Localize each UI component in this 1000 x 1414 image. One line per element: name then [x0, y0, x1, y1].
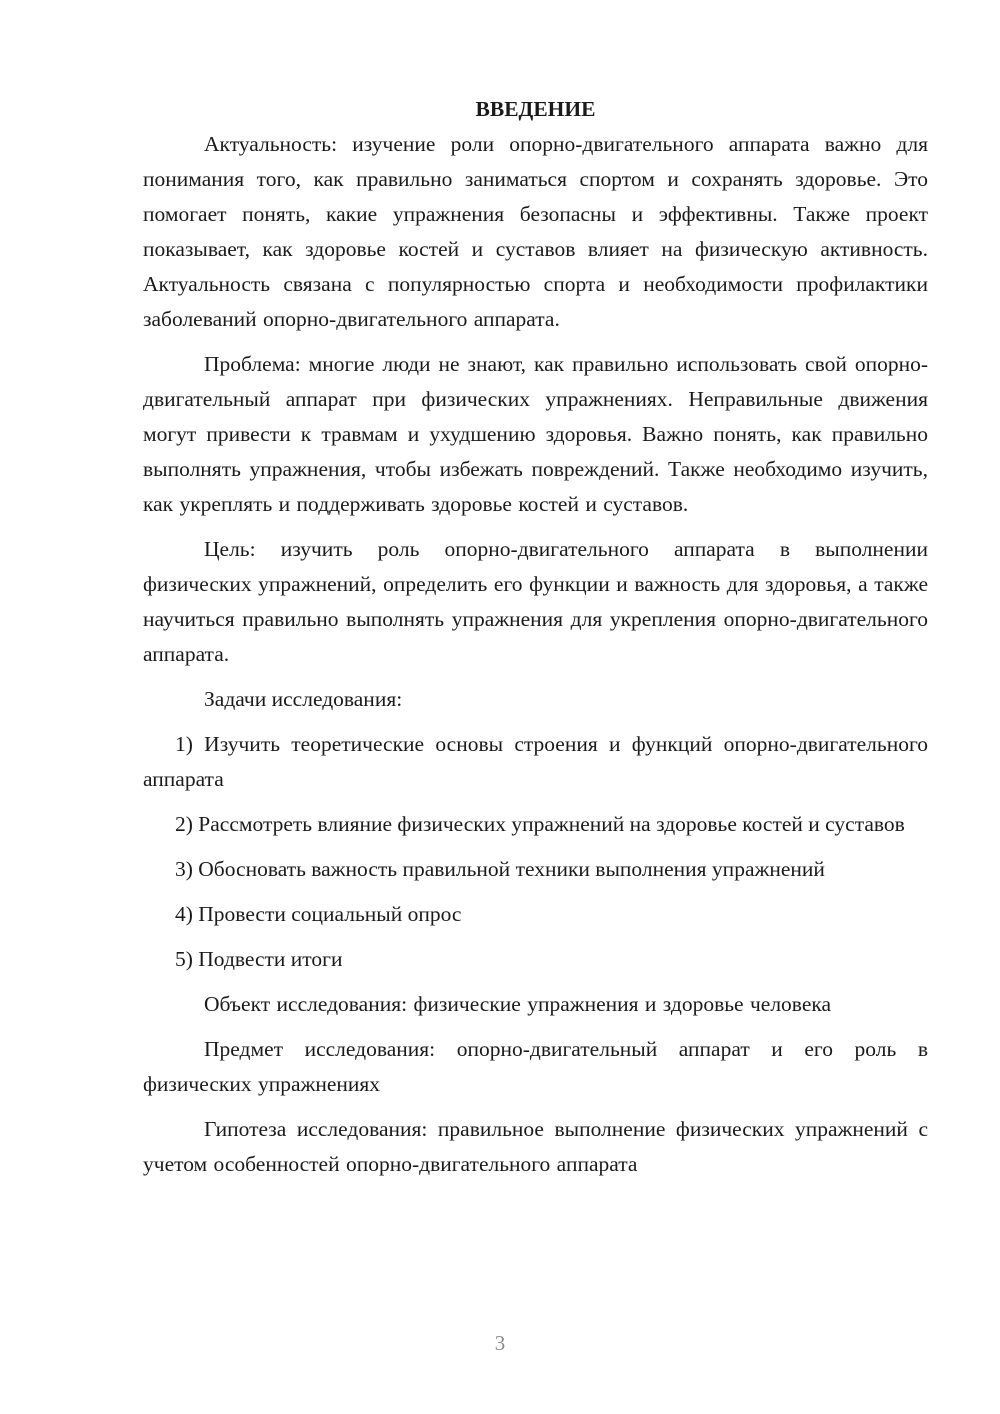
task-item-5: 5) Подвести итоги — [175, 947, 343, 971]
paragraph-hypothesis: Гипотеза исследования: правильное выполнение физических упражнений с учетом особенностей опорно-двигательного аппарата — [143, 1117, 928, 1176]
paragraph-relevance: Актуальность: изучение роли опорно-двигательного аппарата важно для понимания того, как правильно заниматься спортом и сохранять здоровье. Это помогает понять, какие упражнения безопасны и эффективны. Также проект показывает, как здоровье костей и суставов влияет на физическую активность. Актуальность связана с популярностью спорта и необходимости профилактики заболеваний опорно-двигательного аппарата. — [143, 132, 928, 331]
tasks-heading: Задачи исследования: — [204, 687, 403, 711]
paragraph-goal: Цель: изучить роль опорно-двигательного аппарата в выполнении физических упражнений, определить его функции и важность для здоровья, а также научиться правильно выполнять упражнения для укрепления опорно-двигательного аппарата. — [143, 537, 928, 666]
task-item-2: 2) Рассмотреть влияние физических упражнений на здоровье костей и суставов — [175, 812, 905, 836]
paragraph-problem: Проблема: многие люди не знают, как правильно использовать свой опорно-двигательный аппарат при физических упражнениях. Неправильные движения могут привести к травмам и ухудшению здоровья. Важно понять, как правильно выполнять упражнения, чтобы избежать повреждений. Также необходимо изучить, как укреплять и поддерживать здоровье костей и суставов. — [143, 352, 928, 516]
task-item-1: 1) Изучить теоретические основы строения и функций опорно-двигательного аппарата — [143, 732, 928, 791]
paragraph-subject: Предмет исследования: опорно-двигательный аппарат и его роль в физических упражнениях — [143, 1037, 928, 1096]
task-item-3: 3) Обосновать важность правильной техники выполнения упражнений — [175, 857, 825, 881]
section-heading: ВВЕДЕНИЕ — [475, 97, 596, 121]
task-item-4: 4) Провести социальный опрос — [175, 902, 462, 926]
page-number: 3 — [494, 1331, 506, 1355]
page-content — [143, 90, 928, 1192]
tasks-list — [143, 727, 928, 977]
paragraph-object: Объект исследования: физические упражнения и здоровье человека — [204, 992, 832, 1016]
